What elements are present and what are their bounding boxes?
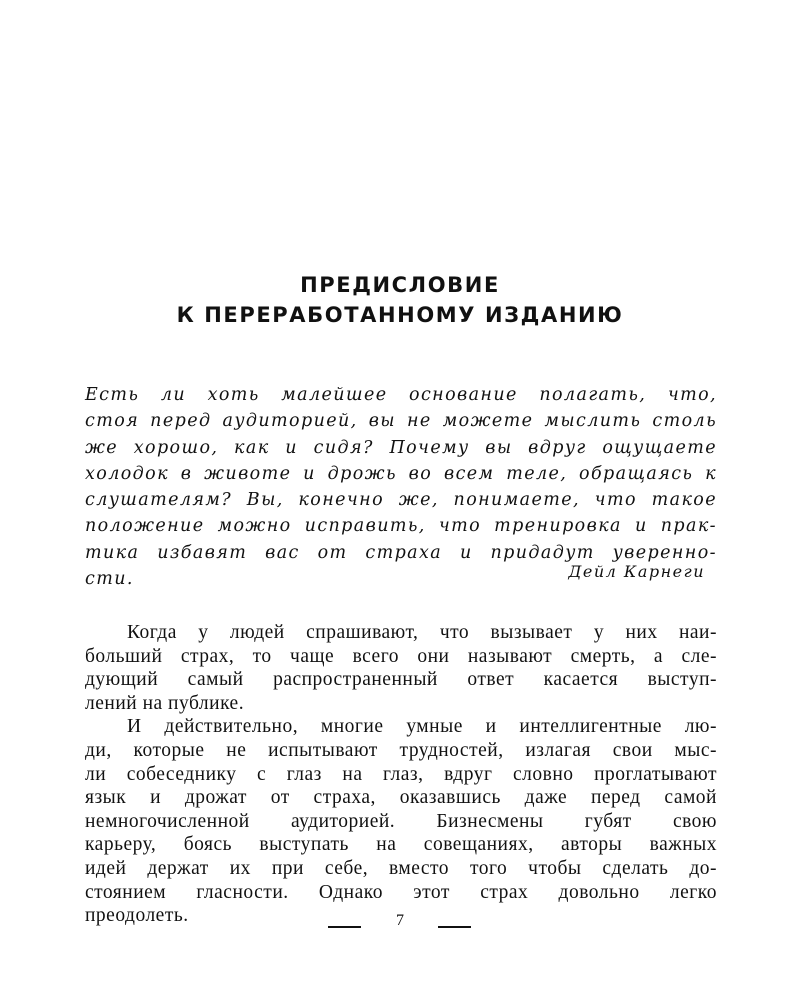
text-line: карьеру, боясь выступать на совещаниях, авторы важных [85, 834, 717, 856]
text-line: преодолеть. [85, 905, 189, 927]
text-line: лений на публике. [85, 692, 245, 714]
page-footer [0, 912, 800, 936]
text-line: ди, которые не испытывают трудностей, излагая свои мыс- [85, 739, 717, 761]
footer-rule-right [438, 926, 471, 928]
chapter-title-line-1: ПРЕДИСЛОВИЕ [300, 273, 500, 297]
epigraph-line: холодок в животе и дрожь во всем теле, обращаясь к [85, 463, 717, 484]
epigraph [85, 382, 717, 592]
epigraph-line: тика избавят вас от страха и придадут уверенно- [85, 542, 717, 563]
epigraph-line: Есть ли хоть малейшее основание полагать, что, [85, 385, 717, 405]
text-line: ли собеседнику с глаз на глаз, вдруг словно проглатывают [85, 763, 717, 785]
chapter-title-line-2: К ПЕРЕРАБОТАННОМУ ИЗДАНИЮ [176, 303, 624, 327]
page-number: 7 [396, 912, 404, 929]
epigraph-line: стоя перед аудиторией, вы не можете мыслить столь [85, 411, 717, 432]
text-line: стоянием гласности. Однако этот страх довольно легко [85, 881, 717, 903]
paragraph-1 [85, 621, 717, 715]
epigraph-line: положение можно исправить, что тренировка и прак- [85, 516, 717, 537]
body-text [85, 621, 717, 928]
text-line: больший страх, то чаще всего они называют смерть, а сле- [85, 645, 717, 667]
epigraph-line: же хорошо, как и сидя? Почему вы вдруг ощущаете [85, 437, 717, 458]
text-line: И действительно, многие умные и интеллигентные лю- [127, 716, 717, 738]
text-line: немногочисленной аудиторией. Бизнесмены губят свою [85, 810, 717, 832]
epigraph-author: Дейл Карнеги [568, 562, 705, 581]
epigraph-line: слушателям? Вы, конечно же, понимаете, что такое [85, 490, 717, 511]
epigraph-line: сти. [85, 569, 134, 590]
text-line: дующий самый распространенный ответ касается выступ- [85, 669, 717, 691]
text-line: идей держат их при себе, вместо того чтобы сделать до- [85, 857, 717, 879]
paragraph-2 [85, 715, 717, 927]
text-line: Когда у людей спрашивают, что вызывает у них наи- [127, 622, 717, 643]
text-line: язык и дрожат от страха, оказавшись даже перед самой [85, 787, 717, 809]
footer-rule-left [328, 926, 361, 928]
